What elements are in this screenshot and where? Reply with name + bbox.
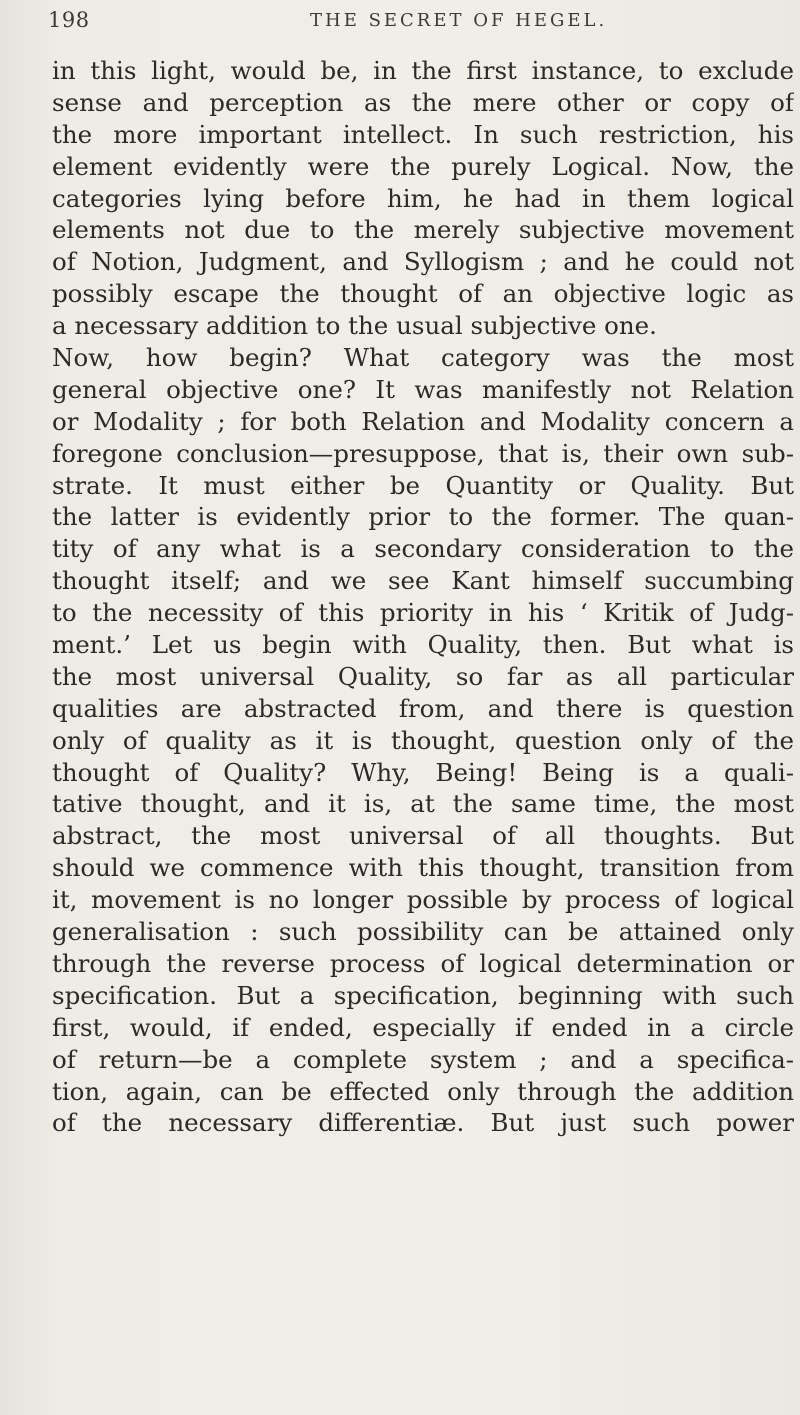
text-line: tative thought, and it is, at the same time, the most — [52, 789, 794, 819]
text-line: only of quality as it is thought, question only of the — [52, 725, 794, 755]
text-line: element evidently were the purely Logical. Now, the — [52, 151, 794, 181]
text-line: possibly escape the thought of an objective logic as — [52, 279, 794, 309]
text-line: qualities are abstracted from, and there is question — [52, 693, 794, 723]
text-line: to the necessity of this priority in his ‘ Kritik of Judg- — [52, 598, 794, 628]
page-number: 198 — [48, 8, 90, 32]
text-line: it, movement is no longer possible by process of logical — [52, 885, 794, 915]
text-line: in this light, would be, in the first instance, to exclude — [52, 56, 794, 85]
body-text — [52, 55, 794, 1139]
text-line: or Modality ; for both Relation and Modality concern a — [52, 406, 794, 436]
text-line: tity of any what is a secondary consideration to the — [52, 534, 794, 564]
text-line: thought of Quality? Why, Being! Being is a quali- — [52, 757, 794, 787]
text-line: generalisation : such possibility can be attained only — [52, 917, 794, 947]
text-line: the more important intellect. In such restriction, his — [52, 119, 794, 149]
text-line: Now, how begin? What category was the most — [52, 343, 794, 373]
text-line: through the reverse process of logical determination or — [52, 948, 794, 978]
text-line: categories lying before him, he had in them logical — [52, 183, 794, 213]
text-line: tion, again, can be effected only through the addition — [52, 1076, 794, 1106]
text-line: general objective one? It was manifestly not Relation — [52, 374, 794, 404]
text-line: should we commence with this thought, transition from — [52, 853, 794, 883]
text-line: abstract, the most universal of all thoughts. But — [52, 821, 794, 851]
text-line: of return—be a complete system ; and a specifica- — [52, 1044, 794, 1074]
text-line: a necessary addition to the usual subjective one. — [52, 311, 657, 341]
text-line: of the necessary differentiæ. But just such power — [52, 1108, 794, 1138]
text-line: the most universal Quality, so far as all particular — [52, 661, 794, 691]
text-line: ment.’ Let us begin with Quality, then. But what is — [52, 630, 794, 660]
page-header — [0, 8, 800, 48]
text-line: the latter is evidently prior to the former. The quan- — [52, 502, 794, 532]
text-line: specification. But a specification, beginning with such — [52, 980, 794, 1010]
text-line: strate. It must either be Quantity or Quality. But — [52, 470, 794, 500]
text-line: elements not due to the merely subjective movement — [52, 215, 794, 245]
text-line: foregone conclusion—presuppose, that is, their own sub- — [52, 438, 794, 468]
text-line: of Notion, Judgment, and Syllogism ; and he could not — [52, 247, 794, 277]
running-head: THE SECRET OF HEGEL. — [310, 10, 608, 31]
text-line: thought itself; and we see Kant himself succumbing — [52, 566, 794, 596]
text-line: first, would, if ended, especially if ended in a circle — [52, 1012, 794, 1042]
text-line: sense and perception as the mere other or copy of — [52, 87, 794, 117]
